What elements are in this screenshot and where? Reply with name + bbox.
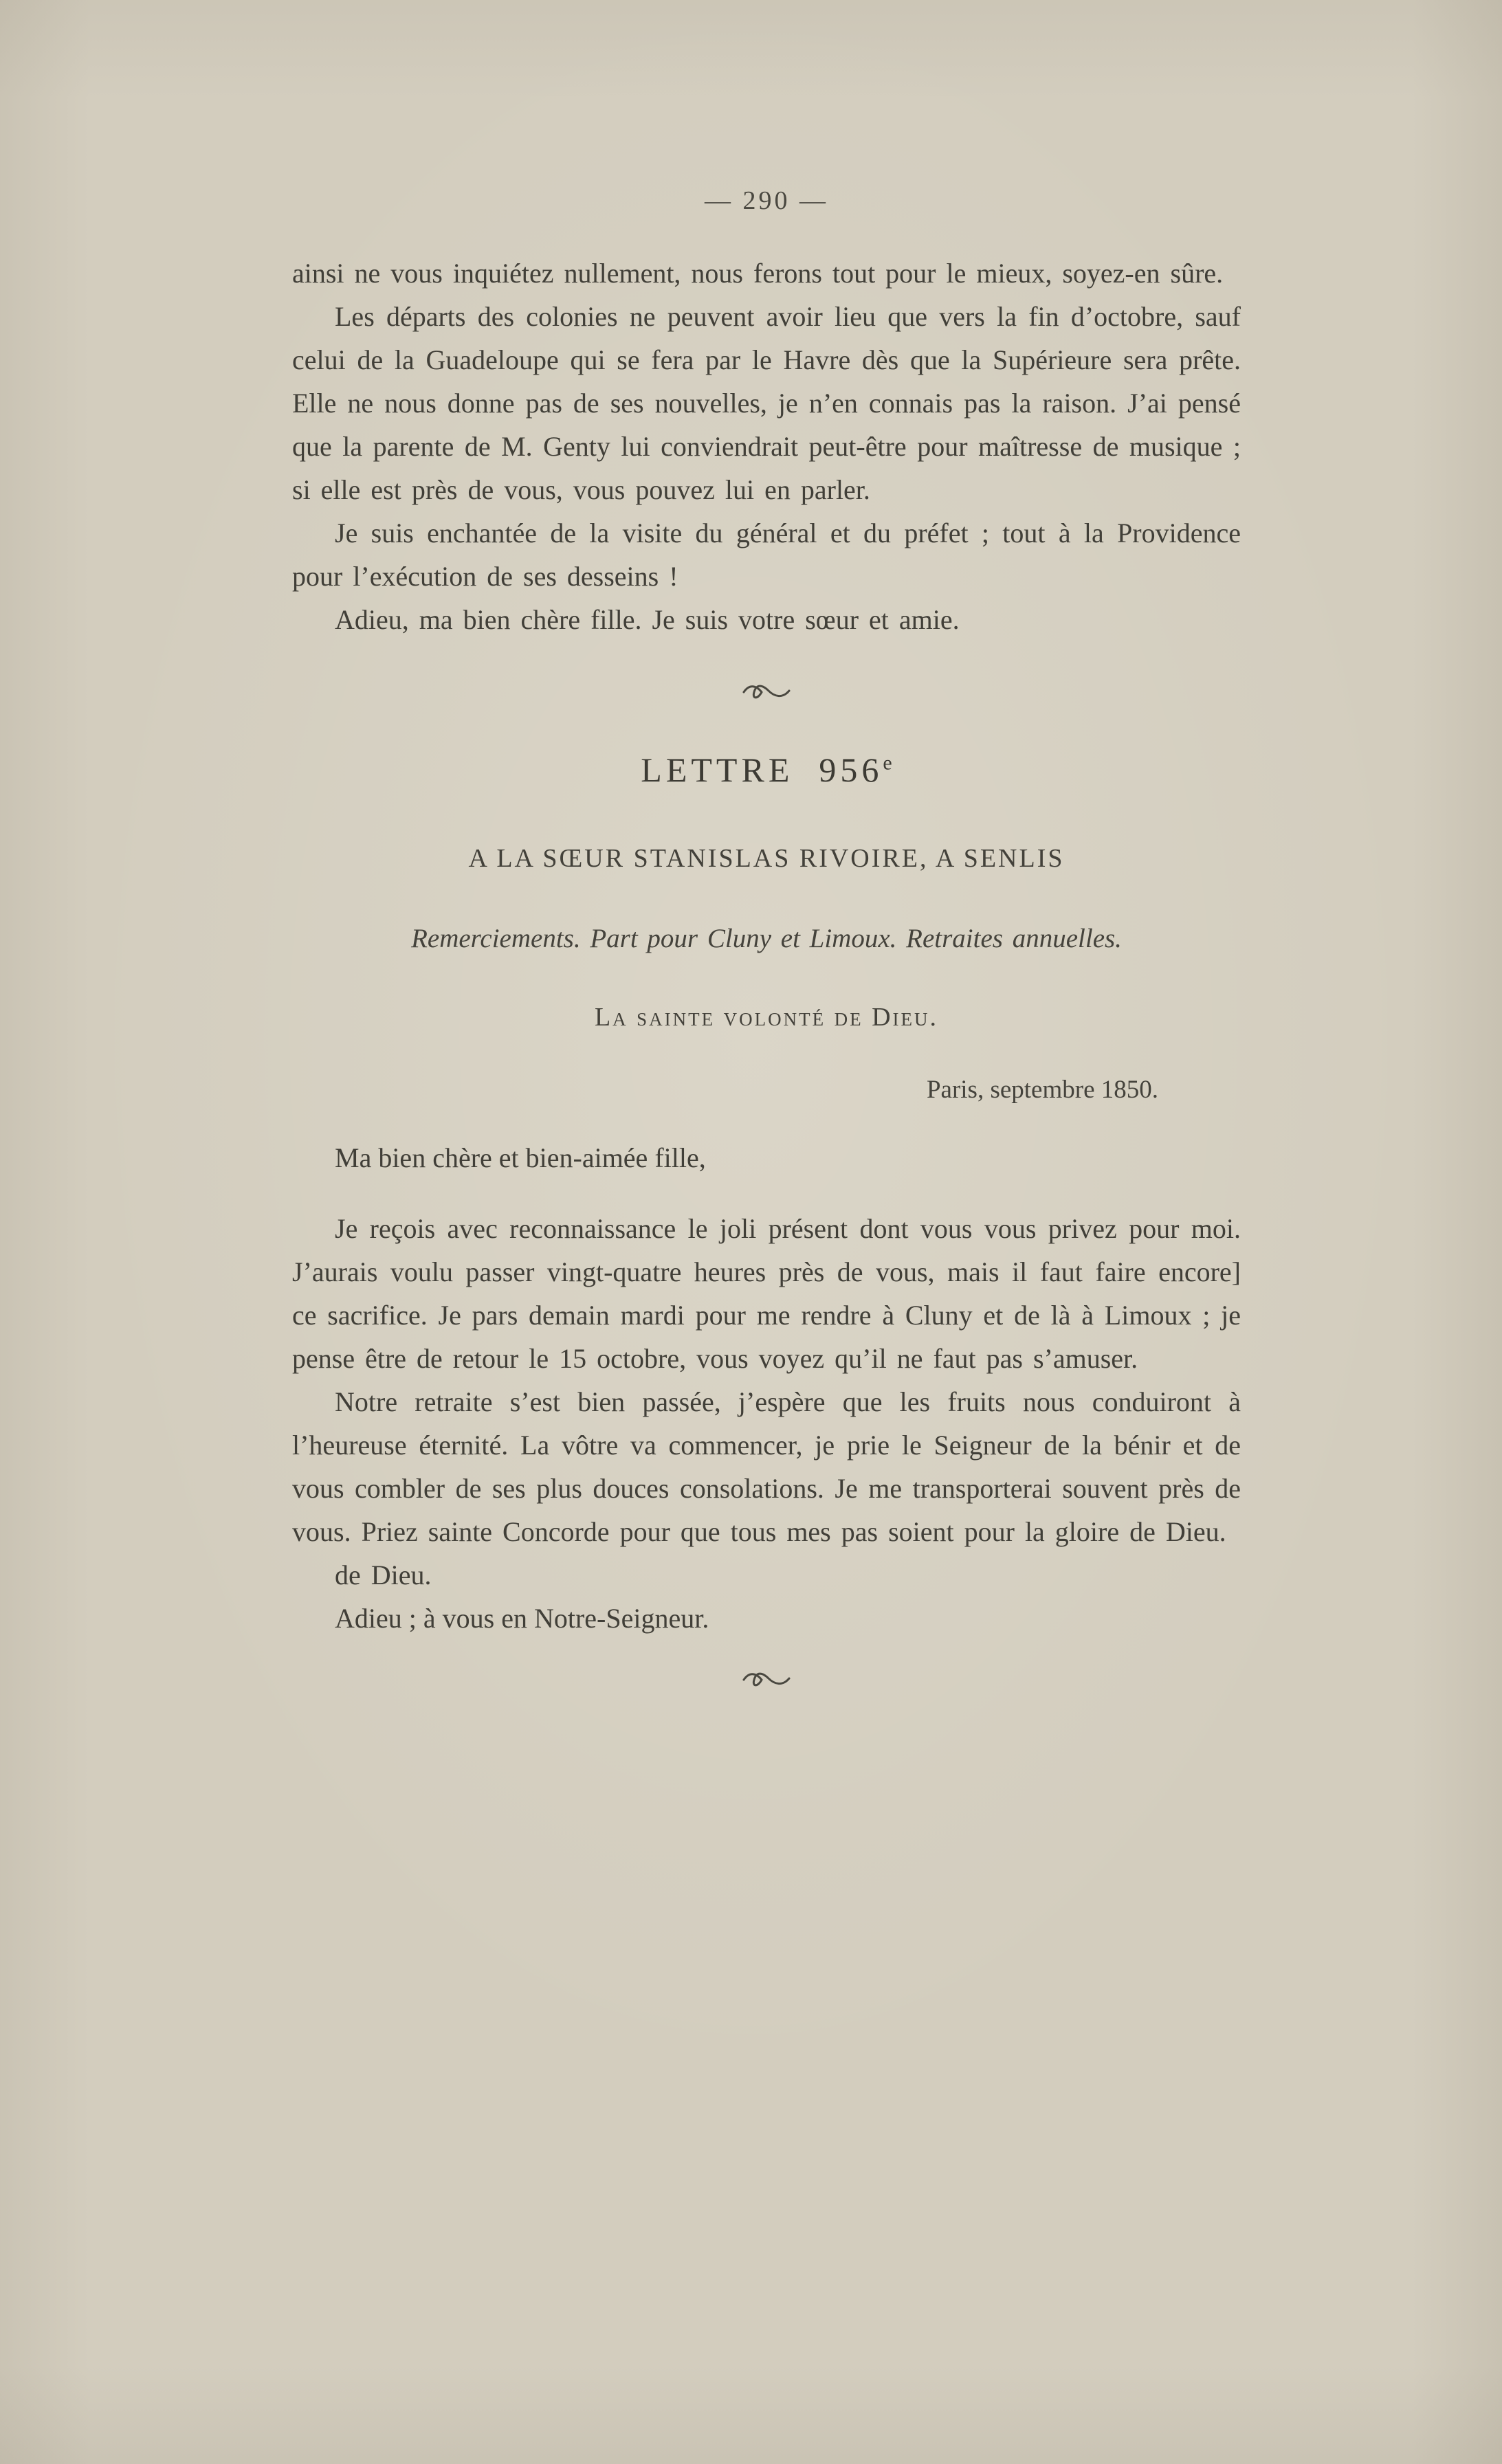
- paragraph: ainsi ne vous inquiétez nullement, nous ferons tout pour le mieux, soyez-en sûre.: [292, 258, 1224, 289]
- letter-summary: Remerciements. Part pour Cluny et Limoux. Retraites annuelles.: [411, 924, 1122, 953]
- letter-heading-number: 956: [819, 751, 883, 789]
- letter-closing: Adieu ; à vous en Notre-Seigneur.: [335, 1603, 709, 1634]
- text-column: [292, 186, 1241, 1724]
- paragraph: Les départs des colonies ne peuvent avoir lieu que vers la fin d’octobre, sauf celui de la Guadeloupe qui se fera par le Havre dès que la Supérieure sera prête. Elle ne nous donne pas de ses nouvelles, je n’en connais pas la raison. J’ai pensé que la parente de M. Genty lui conviendrait peut-être pour maîtresse de musique ; si elle est près de vous, vous pouvez lui en parler.: [292, 301, 1241, 505]
- fleuron-ornament-icon: [292, 681, 1241, 709]
- paragraph: Je suis enchantée de la visite du général et du préfet ; tout à la Providence pour l’exécution de ses desseins !: [292, 518, 1241, 592]
- letter-dateline: Paris, septembre 1850.: [926, 1076, 1158, 1104]
- paragraph: de Dieu.: [335, 1560, 432, 1590]
- paragraph: Notre retraite s’est bien passée, j’espère que les fruits nous conduiront à l’heureuse éternité. La vôtre va commencer, je prie le Seigneur de la bénir et de vous combler de ses plus douces consolations. Je me transporterai souvent près de vous. Priez sainte Concorde pour que tous mes pas soient pour la gloire de Dieu.: [292, 1386, 1241, 1547]
- paragraph: Je reçois avec reconnaissance le joli présent dont vous vous privez pour moi. J’aurais voulu passer vingt-quatre heures près de vous, mais il faut faire encore] ce sacrifice. Je pars demain mardi pour me rendre à Cluny et de là à Limoux ; je pense être de retour le 15 octobre, vous voyez qu’il ne faut pas s’amuser.: [292, 1213, 1241, 1374]
- letter-heading: [292, 750, 1241, 790]
- letter-salutation: Ma bien chère et bien-aimée fille,: [335, 1142, 706, 1173]
- letter-heading-label: LETTRE: [641, 751, 794, 789]
- previous-letter-body: [292, 252, 1241, 641]
- page-number: — 290 —: [705, 186, 828, 215]
- letter-recipient: A LA SŒUR STANISLAS RIVOIRE, A SENLIS: [468, 844, 1065, 873]
- letter-heading-ordinal: e: [883, 751, 892, 775]
- letter-body: [292, 1207, 1241, 1597]
- fleuron-ornament-icon: [292, 1669, 1241, 1696]
- letter-motto: La sainte volonté de Dieu.: [594, 1003, 939, 1032]
- paragraph: Adieu, ma bien chère fille. Je suis votre sœur et amie.: [335, 604, 960, 635]
